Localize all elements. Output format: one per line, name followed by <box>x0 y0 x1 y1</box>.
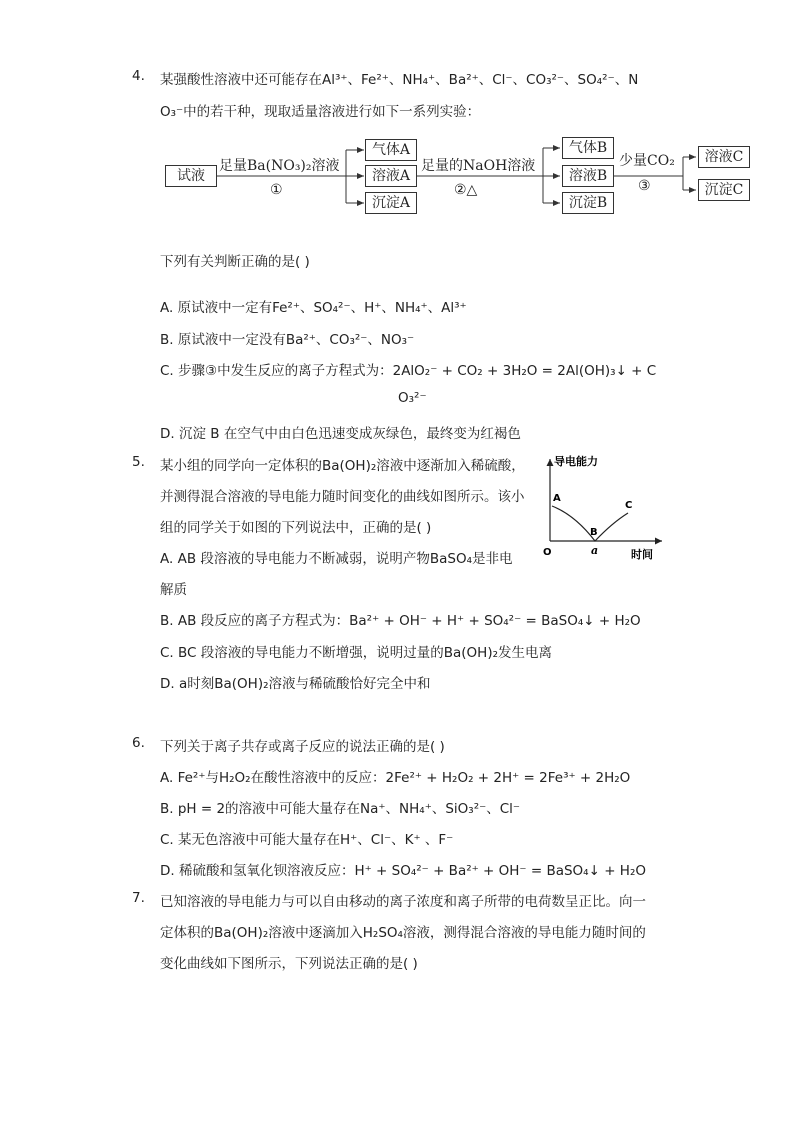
q5-number: 5. <box>132 454 145 470</box>
q7-line3: 变化曲线如下图所示，下列说法正确的是( ) <box>160 956 418 972</box>
step3-reagent-label: 少量CO₂ <box>619 153 675 169</box>
q6-option-a[interactable]: A. Fe²⁺与H₂O₂在酸性溶液中的反应：2Fe²⁺ + H₂O₂ + 2H⁺ = 2Fe³⁺ + 2H₂O <box>160 770 631 786</box>
q4-number: 4. <box>132 68 145 84</box>
q4-option-c[interactable]: C. 步骤③中发生反应的离子方程式为：2AlO₂⁻ + CO₂ + 3H₂O = 2Al(OH)₃↓ + C <box>160 363 657 379</box>
graph-point-b: B <box>590 527 598 538</box>
step3-number-label: ③ <box>638 178 651 194</box>
step2-reagent-label: 足量的NaOH溶液 <box>421 158 536 174</box>
step1-reagent-label: 足量Ba(NO₃)₂溶液 <box>219 158 340 174</box>
graph-point-a: A <box>553 493 561 504</box>
q5-option-a[interactable]: A. AB 段溶液的导电能力不断减弱，说明产物BaSO₄是非电 <box>160 551 513 567</box>
graph-origin: O <box>543 547 552 558</box>
q6-option-c[interactable]: C. 某无色溶液中可能大量存在H⁺、Cl⁻、K⁺ 、F⁻ <box>160 832 454 848</box>
precipitate-b-box: 沉淀B <box>562 192 614 214</box>
solution-b-box: 溶液B <box>562 165 614 187</box>
solution-c-box: 溶液C <box>698 146 750 168</box>
q4-question: 下列有关判断正确的是( ) <box>160 254 310 270</box>
step1-number-label: ① <box>270 182 283 198</box>
q5-option-a-cont: 解质 <box>160 582 187 598</box>
q4-option-a[interactable]: A. 原试液中一定有Fe²⁺、SO₄²⁻、H⁺、NH₄⁺、Al³⁺ <box>160 300 467 316</box>
q5-line2: 并测得混合溶液的导电能力随时间变化的曲线如图所示。该小 <box>160 489 525 505</box>
q4-stem-line2: O₃⁻中的若干种，现取适量溶液进行如下一系列实验： <box>160 104 481 120</box>
q7-number: 7. <box>132 890 145 906</box>
q5-option-c[interactable]: C. BC 段溶液的导电能力不断增强，说明过量的Ba(OH)₂发生电离 <box>160 645 553 661</box>
q4-option-c-cont: O₃²⁻ <box>398 390 427 406</box>
q7-line2: 定体积的Ba(OH)₂溶液中逐滴加入H₂SO₄溶液，测得混合溶液的导电能力随时间的 <box>160 925 646 941</box>
q7-line1: 已知溶液的导电能力与可以自由移动的离子浓度和离子所带的电荷数呈正比。向一 <box>160 894 646 910</box>
precipitate-a-box: 沉淀A <box>365 192 417 214</box>
graph-tick-a: a <box>591 544 599 557</box>
precipitate-c-box: 沉淀C <box>698 179 750 201</box>
conductivity-graph <box>540 453 668 565</box>
q5-option-b[interactable]: B. AB 段反应的离子方程式为：Ba²⁺ + OH⁻ + H⁺ + SO₄²⁻ = BaSO₄↓ + H₂O <box>160 613 641 629</box>
graph-point-c: C <box>625 500 633 511</box>
solution-a-box: 溶液A <box>365 165 417 187</box>
q4-stem-line1: 某强酸性溶液中还可能存在Al³⁺、Fe²⁺、NH₄⁺、Ba²⁺、Cl⁻、CO₃²⁻、SO₄²⁻、N <box>160 72 639 88</box>
flow-start-box: 试液 <box>165 165 217 187</box>
graph-xlabel: 时间 <box>631 548 653 561</box>
q6-stem: 下列关于离子共存或离子反应的说法正确的是( ) <box>160 739 445 755</box>
q4-option-b[interactable]: B. 原试液中一定没有Ba²⁺、CO₃²⁻、NO₃⁻ <box>160 332 415 348</box>
q6-option-d[interactable]: D. 稀硫酸和氢氧化钡溶液反应：H⁺ + SO₄²⁻ + Ba²⁺ + OH⁻ = BaSO₄↓ + H₂O <box>160 863 646 879</box>
gas-a-box: 气体A <box>365 139 417 161</box>
q5-line3: 组的同学关于如图的下列说法中，正确的是( ) <box>160 520 432 536</box>
q5-option-d[interactable]: D. a时刻Ba(OH)₂溶液与稀硫酸恰好完全中和 <box>160 676 431 692</box>
step2-number-label: ②△ <box>454 182 478 198</box>
graph-ylabel: 导电能力 <box>554 455 598 468</box>
q6-number: 6. <box>132 735 145 751</box>
gas-b-box: 气体B <box>562 137 614 159</box>
q4-option-d[interactable]: D. 沉淀 B 在空气中由白色迅速变成灰绿色，最终变为红褐色 <box>160 426 521 442</box>
q5-line1: 某小组的同学向一定体积的Ba(OH)₂溶液中逐渐加入稀硫酸， <box>160 458 525 474</box>
q6-option-b[interactable]: B. pH = 2的溶液中可能大量存在Na⁺、NH₄⁺、SiO₃²⁻、Cl⁻ <box>160 801 521 817</box>
